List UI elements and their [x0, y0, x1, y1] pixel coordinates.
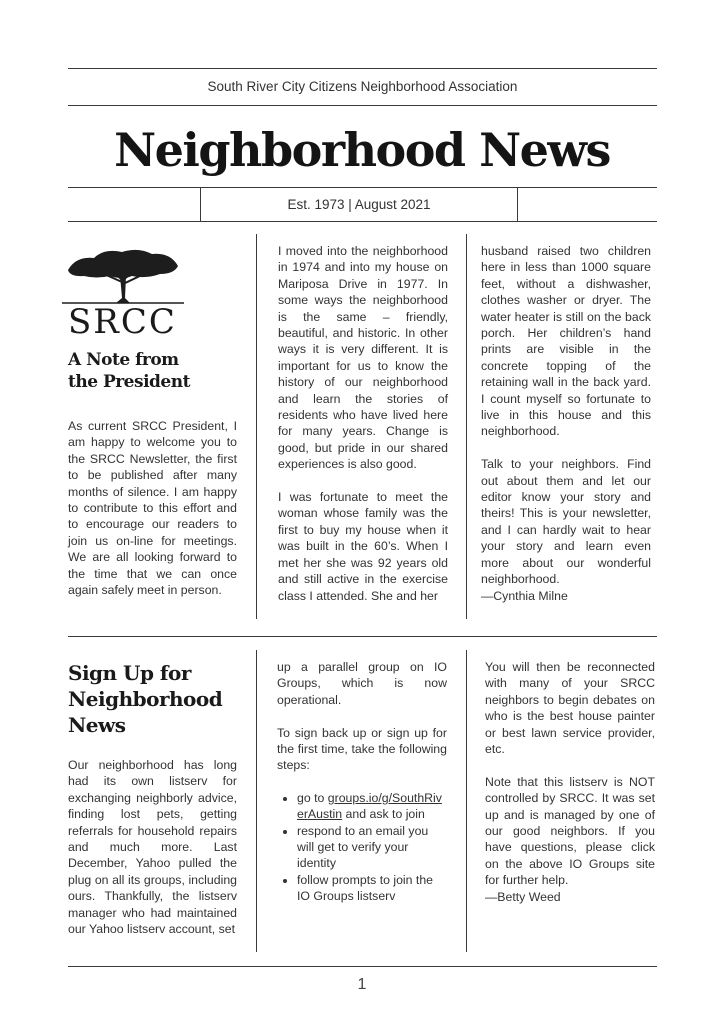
step1-suffix: and ask to join: [345, 807, 425, 822]
masthead-title: Neighborhood News: [114, 123, 610, 177]
upper-divider-2: [466, 234, 467, 619]
signup-col2-p1: up a parallel group on IO Groups, which is now operational.: [277, 660, 447, 707]
president-col2-p2: I was fortunate to meet the woman whose family was the first to buy my house when it was built in the 60’s. When I met her she was 92 years old and still active in the exercise class I attended. She and her: [278, 490, 448, 603]
president-col-1: [68, 418, 237, 598]
signup-heading-line1: Sign Up for: [68, 661, 191, 685]
president-col2-p1: I moved into the neighborhood in 1974 and into my house on Mariposa Drive in 1977. In some ways the neighborhood is the same – friendly, beautiful, and historic. In other ways it is very different. It is important for us to know the history of our neighborhood and learn the stories of residents who have lived here for many years. Change is good, but pride in our shared experiences is also good.: [278, 244, 448, 472]
logo-text: SRCC: [68, 302, 177, 342]
association-name: South River City Citizens Neighborhood Association: [207, 79, 518, 94]
president-heading: [68, 349, 248, 393]
president-col1-text: As current SRCC President, I am happy to welcome you to the SRCC Newsletter, the first to be published after many months of silence. I am happy to contribute to this effort and to encourage our readers to join us on-line for meetings. We are all looking forward to the time that we can once again safely meet in person.: [68, 419, 237, 598]
masthead-rule: [68, 187, 657, 188]
president-signature: —Cynthia Milne: [481, 588, 568, 603]
signup-heading-line3: News: [68, 713, 126, 737]
signup-steps-list: [277, 790, 447, 905]
signup-step-2: • respond to an email you will get to verify your identity: [297, 823, 447, 872]
page-number: 1: [357, 976, 367, 993]
tree-icon: [62, 246, 184, 306]
signup-heading-line2: Neighborhood: [68, 687, 223, 711]
assoc-rule: [68, 105, 657, 106]
section-rule: [68, 636, 657, 637]
established-date: Est. 1973 | August 2021: [287, 197, 431, 212]
signup-col-3: [485, 659, 655, 905]
est-divider-right: [517, 187, 518, 221]
president-heading-line2: the President: [68, 372, 190, 392]
signup-col2-p2: To sign back up or sign up for the first time, take the following steps:: [277, 725, 447, 773]
signup-signature: —Betty Weed: [485, 889, 561, 904]
signup-heading: [68, 660, 248, 738]
president-col3-p2: Talk to your neighbors. Find out about them and let our editor know your story and theirs! This is your newsletter, and I can hardly wait to hear your story and learn even more about our wonderful neighborhood.: [481, 457, 651, 587]
signup-step-3: • follow prompts to join the IO Groups listserv: [297, 872, 447, 905]
president-col-2: [278, 243, 448, 604]
signup-col3-p2: Note that this listserv is NOT controlled by SRCC. It was set up and is managed by one of our good neighbors. If you have questions, please click on the above IO Groups site for further help.: [485, 774, 655, 888]
top-rule: [68, 68, 657, 69]
est-rule: [68, 221, 657, 222]
president-col3-p1: husband raised two children here in less than 1000 square feet, without a dishwasher, clothes washer or dryer. The water heater is still on the back porch. Her children’s hand prints are visible in the concrete topping of the retaining wall in the back yard. I count myself so fortunate to live in this house and this neighborhood.: [481, 244, 651, 439]
lower-divider-1: [256, 650, 257, 952]
signup-col1-text: Our neighborhood has long had its own listserv for exchanging neighborly advice, finding lost pets, getting referrals for household repairs and much more. Last December, Yahoo pulled the plug on all its groups, including ours. Thankfully, the listserv manager who had maintained our Yahoo listserv account, set: [68, 758, 237, 937]
signup-col3-p1: You will then be reconnected with many of your SRCC neighbors to begin debates on who is the best house painter or best lawn service provider, etc.: [485, 660, 655, 757]
president-col-3: [481, 243, 651, 604]
signup-step-1: [297, 790, 447, 823]
io-groups-link[interactable]: groups.io/g/SouthRiverAustin: [297, 790, 442, 822]
signup-col-1: [68, 757, 237, 937]
lower-divider-2: [466, 650, 467, 952]
srcc-logo: [62, 246, 184, 342]
step1-prefix: go to: [297, 790, 325, 805]
president-heading-line1: A Note from: [68, 350, 179, 370]
upper-divider-1: [256, 234, 257, 619]
signup-col-2: [277, 659, 447, 905]
footer-rule: [68, 966, 657, 967]
